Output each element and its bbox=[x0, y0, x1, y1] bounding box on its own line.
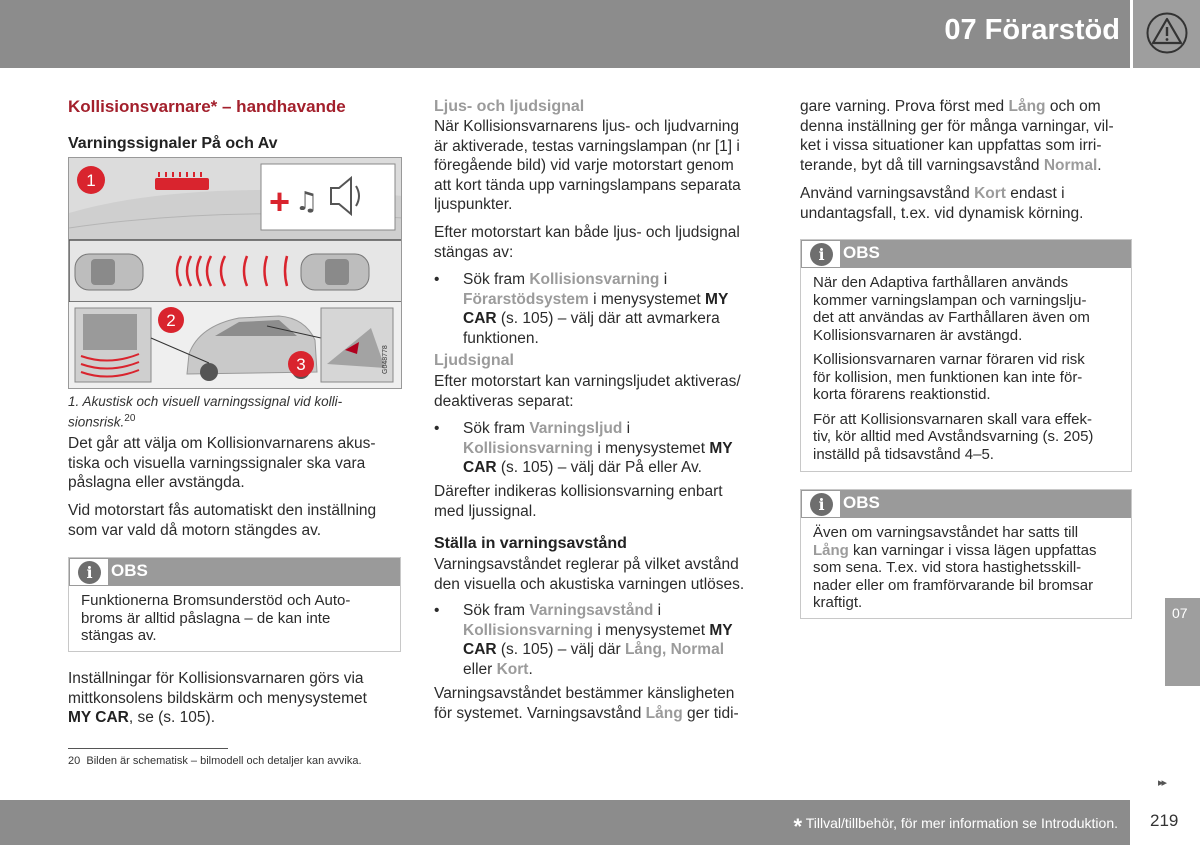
obs-box-2: i OBS När den Adaptiva farthållaren används kommer varningslampan och varningslju- det att användas av Farthållaren även om Kollisionsvarnaren är avstängd. Kollisionsvarnaren varnar föraren vid risk för kollision, men funktionen kan inte för- korta förarens reaktionstid. För att Kollisionsvarnaren skall vara effek- tiv, kör alltid med Avståndsvarning (s. 205) inställd på tidsavstånd 4–5. bbox=[800, 239, 1132, 472]
footer-note: * Tillval/tillbehör, för mer information se Introduktion. bbox=[793, 814, 1118, 839]
section-title: Kollisionsvarnare* – handhavande bbox=[68, 97, 346, 116]
heading-ljudsignal: Ljudsignal bbox=[434, 352, 514, 369]
subsection-title: Varningssignaler På och Av bbox=[68, 135, 278, 152]
footnote: 20 Bilden är schematisk – bilmodell och detaljer kan avvika. bbox=[68, 755, 362, 767]
paragraph-3: Inställningar för Kollisionsvarnaren görs via mittkonsolens bildskärm och menysystemet MY CAR, se (s. 105). bbox=[68, 670, 367, 726]
svg-text:2: 2 bbox=[166, 311, 176, 330]
paragraph-col3-1: gare varning. Prova först med Lång och om denna inställning ger för många varningar, vil- ket i vissa situationer kan uppfattas som irri- terande, byt då till varningsavstånd Normal. bbox=[800, 98, 1114, 174]
paragraph-stangas-av: Efter motorstart kan både ljus- och ljudsignal stängas av: bbox=[434, 224, 740, 261]
info-icon: i bbox=[69, 558, 109, 586]
svg-text:+: + bbox=[269, 181, 291, 222]
figure-caption: 1. Akustisk och visuell varningssignal vid kolli-sionsrisk.$^{20}$ bbox=[68, 394, 343, 430]
warning-signals-figure bbox=[68, 157, 402, 389]
svg-text:G048778: G048778 bbox=[382, 345, 389, 374]
paragraph-2: Vid motorstart fås automatiskt den inställning som var vald då motorn stängdes av. bbox=[68, 502, 377, 539]
heading-stalla-in: Ställa in varningsavstånd bbox=[434, 535, 627, 552]
chapter-title: 07 Förarstöd bbox=[944, 14, 1120, 46]
heading-ljus-och-ljudsignal: Ljus- och ljudsignal bbox=[434, 98, 585, 115]
svg-text:♫: ♫ bbox=[295, 187, 319, 217]
paragraph-ljus: När Kollisionsvarnarens ljus- och ljudvarning är aktiverade, testas varningslampan (nr [1] i föregående bild) vid varje motorstart genom att kort tända upp varningslampans separata ljuspunkter. bbox=[434, 118, 741, 213]
continue-marker: ▸▸ bbox=[1158, 777, 1166, 789]
paragraph-1: Det går att välja om Kollisionvarnarens akus- tiska och visuella varningssignaler ska vara påslagna eller avstängda. bbox=[68, 435, 376, 491]
paragraph-col3-2: Använd varningsavstånd Kort endast i undantagsfall, t.ex. vid dynamisk körning. bbox=[800, 185, 1084, 222]
obs-box-3: i OBS Även om varningsavståndet har satts till Lång kan varningar i vissa lägen uppfattas som sena. T.ex. vid stora hastighetsskill- nader eller om framförvarande bil bromsar kraftigt. bbox=[800, 489, 1132, 619]
footnote-rule bbox=[68, 748, 228, 749]
paragraph-kanslighet: Varningsavståndet bestämmer känsligheten för systemet. Varningsavstånd Lång ger tidi- bbox=[434, 685, 739, 722]
paragraph-ljud: Efter motorstart kan varningsljudet aktiveras/ deaktiveras separat: bbox=[434, 373, 741, 410]
chapter-side-tab: 07 bbox=[1165, 598, 1200, 686]
paragraph-stalla: Varningsavståndet reglerar på vilket avstånd den visuella och akustiska varningen utlöses. bbox=[434, 556, 745, 593]
svg-text:1: 1 bbox=[86, 171, 96, 190]
paragraph-darefter: Därefter indikeras kollisionsvarning enbart med ljussignal. bbox=[434, 483, 723, 520]
warning-triangle-icon bbox=[1133, 0, 1200, 68]
info-icon: i bbox=[801, 490, 841, 518]
page-number: 219 bbox=[1150, 811, 1179, 830]
obs-box-1: i OBS Funktionerna Bromsunderstöd och Auto- broms är alltid påslagna – de kan inte stängas av. bbox=[68, 557, 401, 652]
svg-text:3: 3 bbox=[296, 355, 306, 374]
figure-drawing bbox=[69, 158, 402, 389]
info-icon: i bbox=[801, 240, 841, 268]
